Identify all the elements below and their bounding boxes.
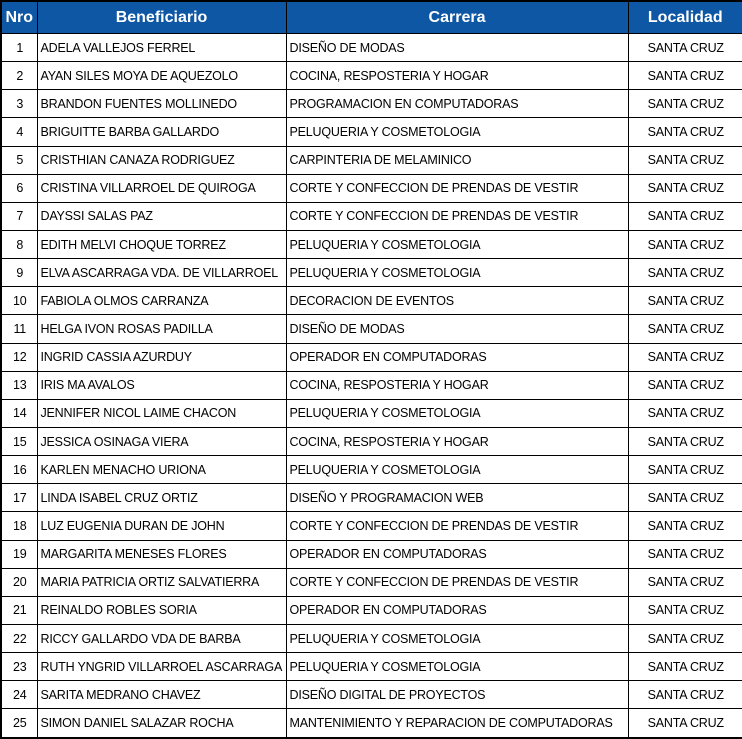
cell-carrera: MANTENIMIENTO Y REPARACION DE COMPUTADORAS [286, 709, 628, 738]
cell-nro: 22 [1, 624, 37, 652]
cell-nro: 14 [1, 399, 37, 427]
cell-carrera: CARPINTERIA DE MELAMINICO [286, 146, 628, 174]
cell-nro: 20 [1, 568, 37, 596]
cell-benef: FABIOLA OLMOS CARRANZA [37, 287, 286, 315]
cell-localidad: SANTA CRUZ [628, 287, 742, 315]
cell-benef: SIMON DANIEL SALAZAR ROCHA [37, 709, 286, 738]
cell-nro: 13 [1, 371, 37, 399]
table-row [1, 681, 742, 709]
cell-carrera: PELUQUERIA Y COSMETOLOGIA [286, 259, 628, 287]
cell-carrera: DISEÑO DE MODAS [286, 34, 628, 62]
cell-carrera: CORTE Y CONFECCION DE PRENDAS DE VESTIR [286, 202, 628, 230]
cell-benef: ADELA VALLEJOS FERREL [37, 34, 286, 62]
cell-carrera: DECORACION DE EVENTOS [286, 287, 628, 315]
cell-benef: BRIGUITTE BARBA GALLARDO [37, 118, 286, 146]
table-row [1, 596, 742, 624]
cell-localidad: SANTA CRUZ [628, 90, 742, 118]
cell-nro: 5 [1, 146, 37, 174]
cell-localidad: SANTA CRUZ [628, 653, 742, 681]
cell-localidad: SANTA CRUZ [628, 315, 742, 343]
cell-carrera: CORTE Y CONFECCION DE PRENDAS DE VESTIR [286, 568, 628, 596]
cell-nro: 6 [1, 174, 37, 202]
cell-carrera: PROGRAMACION EN COMPUTADORAS [286, 90, 628, 118]
cell-nro: 24 [1, 681, 37, 709]
cell-carrera: DISEÑO DIGITAL DE PROYECTOS [286, 681, 628, 709]
cell-nro: 2 [1, 62, 37, 90]
cell-nro: 9 [1, 259, 37, 287]
cell-benef: LUZ EUGENIA DURAN DE JOHN [37, 512, 286, 540]
cell-carrera: CORTE Y CONFECCION DE PRENDAS DE VESTIR [286, 174, 628, 202]
table-row [1, 174, 742, 202]
header-beneficiario: Beneficiario [37, 1, 286, 34]
cell-benef: BRANDON FUENTES MOLLINEDO [37, 90, 286, 118]
header-carrera: Carrera [286, 1, 628, 34]
cell-nro: 10 [1, 287, 37, 315]
cell-benef: HELGA IVON ROSAS PADILLA [37, 315, 286, 343]
header-localidad: Localidad [628, 1, 742, 34]
cell-carrera: OPERADOR EN COMPUTADORAS [286, 540, 628, 568]
cell-localidad: SANTA CRUZ [628, 62, 742, 90]
table-row [1, 259, 742, 287]
cell-nro: 21 [1, 596, 37, 624]
cell-localidad: SANTA CRUZ [628, 174, 742, 202]
table-row [1, 653, 742, 681]
table-row [1, 343, 742, 371]
cell-benef: INGRID CASSIA AZURDUY [37, 343, 286, 371]
cell-benef: MARIA PATRICIA ORTIZ SALVATIERRA [37, 568, 286, 596]
cell-nro: 25 [1, 709, 37, 738]
cell-nro: 19 [1, 540, 37, 568]
cell-nro: 7 [1, 202, 37, 230]
cell-benef: JESSICA OSINAGA VIERA [37, 427, 286, 455]
table-header [1, 1, 742, 34]
table-row [1, 230, 742, 258]
cell-carrera: COCINA, RESPOSTERIA Y HOGAR [286, 62, 628, 90]
table-row [1, 315, 742, 343]
header-nro: Nro [1, 1, 37, 34]
table-body [1, 34, 742, 739]
cell-benef: IRIS MA AVALOS [37, 371, 286, 399]
cell-localidad: SANTA CRUZ [628, 484, 742, 512]
cell-nro: 12 [1, 343, 37, 371]
cell-carrera: OPERADOR EN COMPUTADORAS [286, 343, 628, 371]
cell-benef: MARGARITA MENESES FLORES [37, 540, 286, 568]
table-row [1, 146, 742, 174]
cell-localidad: SANTA CRUZ [628, 118, 742, 146]
cell-benef: SARITA MEDRANO CHAVEZ [37, 681, 286, 709]
cell-carrera: PELUQUERIA Y COSMETOLOGIA [286, 653, 628, 681]
cell-nro: 23 [1, 653, 37, 681]
table-row [1, 568, 742, 596]
cell-benef: CRISTINA VILLARROEL DE QUIROGA [37, 174, 286, 202]
cell-localidad: SANTA CRUZ [628, 399, 742, 427]
cell-nro: 15 [1, 427, 37, 455]
cell-benef: CRISTHIAN CANAZA RODRIGUEZ [37, 146, 286, 174]
cell-nro: 3 [1, 90, 37, 118]
cell-carrera: DISEÑO DE MODAS [286, 315, 628, 343]
cell-localidad: SANTA CRUZ [628, 202, 742, 230]
cell-localidad: SANTA CRUZ [628, 596, 742, 624]
cell-carrera: PELUQUERIA Y COSMETOLOGIA [286, 399, 628, 427]
cell-nro: 1 [1, 34, 37, 62]
cell-benef: REINALDO ROBLES SORIA [37, 596, 286, 624]
cell-nro: 8 [1, 230, 37, 258]
cell-localidad: SANTA CRUZ [628, 371, 742, 399]
cell-benef: LINDA ISABEL CRUZ ORTIZ [37, 484, 286, 512]
cell-benef: AYAN SILES MOYA DE AQUEZOLO [37, 62, 286, 90]
cell-localidad: SANTA CRUZ [628, 540, 742, 568]
cell-carrera: COCINA, RESPOSTERIA Y HOGAR [286, 427, 628, 455]
cell-localidad: SANTA CRUZ [628, 34, 742, 62]
cell-nro: 16 [1, 456, 37, 484]
table-row [1, 34, 742, 62]
cell-carrera: CORTE Y CONFECCION DE PRENDAS DE VESTIR [286, 512, 628, 540]
table-row [1, 90, 742, 118]
cell-localidad: SANTA CRUZ [628, 343, 742, 371]
cell-localidad: SANTA CRUZ [628, 681, 742, 709]
cell-benef: RICCY GALLARDO VDA DE BARBA [37, 624, 286, 652]
table-row [1, 456, 742, 484]
cell-benef: EDITH MELVI CHOQUE TORREZ [37, 230, 286, 258]
table-row [1, 512, 742, 540]
cell-benef: RUTH YNGRID VILLARROEL ASCARRAGA [37, 653, 286, 681]
cell-benef: JENNIFER NICOL LAIME CHACON [37, 399, 286, 427]
table-row [1, 484, 742, 512]
table-row [1, 202, 742, 230]
cell-carrera: PELUQUERIA Y COSMETOLOGIA [286, 456, 628, 484]
cell-localidad: SANTA CRUZ [628, 512, 742, 540]
cell-benef: KARLEN MENACHO URIONA [37, 456, 286, 484]
cell-nro: 11 [1, 315, 37, 343]
cell-carrera: PELUQUERIA Y COSMETOLOGIA [286, 230, 628, 258]
cell-localidad: SANTA CRUZ [628, 456, 742, 484]
cell-nro: 17 [1, 484, 37, 512]
cell-localidad: SANTA CRUZ [628, 146, 742, 174]
cell-benef: DAYSSI SALAS PAZ [37, 202, 286, 230]
cell-localidad: SANTA CRUZ [628, 709, 742, 738]
cell-nro: 4 [1, 118, 37, 146]
cell-carrera: PELUQUERIA Y COSMETOLOGIA [286, 118, 628, 146]
header-row [1, 1, 742, 34]
cell-localidad: SANTA CRUZ [628, 568, 742, 596]
table-row [1, 62, 742, 90]
cell-carrera: OPERADOR EN COMPUTADORAS [286, 596, 628, 624]
cell-carrera: PELUQUERIA Y COSMETOLOGIA [286, 624, 628, 652]
table-row [1, 371, 742, 399]
cell-localidad: SANTA CRUZ [628, 624, 742, 652]
table-row [1, 399, 742, 427]
cell-nro: 18 [1, 512, 37, 540]
table-row [1, 540, 742, 568]
cell-carrera: DISEÑO Y PROGRAMACION WEB [286, 484, 628, 512]
cell-benef: ELVA ASCARRAGA VDA. DE VILLARROEL [37, 259, 286, 287]
cell-localidad: SANTA CRUZ [628, 230, 742, 258]
table-row [1, 624, 742, 652]
table-row [1, 427, 742, 455]
cell-localidad: SANTA CRUZ [628, 427, 742, 455]
table-row [1, 709, 742, 738]
table-row [1, 118, 742, 146]
table-row [1, 287, 742, 315]
cell-localidad: SANTA CRUZ [628, 259, 742, 287]
cell-carrera: COCINA, RESPOSTERIA Y HOGAR [286, 371, 628, 399]
